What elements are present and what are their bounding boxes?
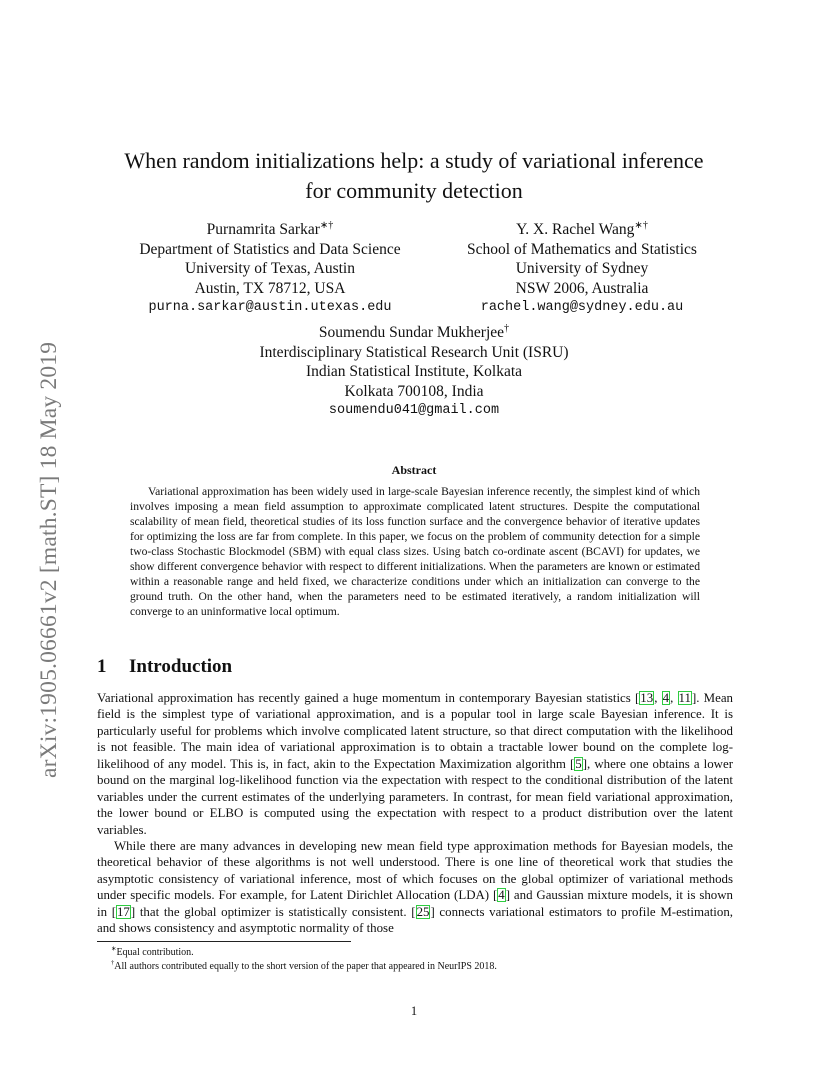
author-name: Purnamrita Sarkar∗† (206, 219, 334, 238)
author-name: Soumendu Sundar Mukherjee† (318, 322, 510, 341)
author-block-1 (100, 220, 440, 318)
citation-link[interactable]: 4 (498, 888, 505, 903)
citation-link[interactable]: 5 (575, 756, 582, 771)
author-address: Kolkata 700108, India (344, 382, 484, 400)
abstract-heading: Abstract (391, 463, 437, 477)
title-line-1: When random initializations help: a study of variational inference (124, 148, 704, 173)
abstract-text: Variational approximation has been widely used in large-scale Bayesian inference recently, the simplest kind of which involves imposing a mean field assumption to approximate complicated latent structures. Despite the computational scalability of mean field, theoretical studies of its loss function surface and the convergence behavior of iterative updates for optimizing the loss are far from complete. In this paper, we focus on the problem of community detection for a simple two-class Stochastic Blockmodel (SBM) with equal class sizes. Using batch co-ordinate ascent (BCAVI) for updates, we show different convergence behavior with respect to different initializations. When the parameters are known or estimated within a reasonable range and held fixed, we characterize conditions under which an initialization can converge to the ground truth. On the other hand, when the parameters need to be estimated iteratively, a random initialization will converge to an uninformative local optimum. (130, 485, 700, 618)
footnote-divider (97, 941, 351, 942)
author-university: University of Sydney (515, 260, 649, 278)
author-name: Y. X. Rachel Wang∗† (516, 219, 648, 238)
section-heading (97, 656, 232, 678)
author-department: Department of Statistics and Data Science (139, 240, 401, 258)
arxiv-identifier-stamp: arXiv:1905.06661v2 [math.ST] 18 May 2019 (36, 341, 62, 778)
author-department: School of Mathematics and Statistics (467, 240, 697, 258)
author-address: NSW 2006, Australia (515, 279, 649, 297)
section-number: 1 (97, 656, 107, 677)
author-block-3 (220, 323, 608, 421)
citation-link[interactable]: 13 (640, 691, 654, 705)
author-address: Austin, TX 78712, USA (194, 279, 346, 297)
footnote-equal-contribution: ∗Equal contribution. (111, 945, 194, 958)
section-title: Introduction (129, 656, 233, 677)
citation-link[interactable]: 17 (116, 904, 130, 919)
intro-paragraph-2: While there are many advances in developing new mean field type approximation methods for Bayesian models, the theoretical behavior of these algorithms is not well understood. There is one line of theoretical work that studies the asymptotic consistency of variational inference, most of which focuses on the global optimizer of variational methods under specific models. For example, for Latent Dirichlet Allocation (LDA) [4] and Gaussian mixture models, it is shown in [17] that the global optimizer is statistically consistent. [25] connects variational estimators to profile M-estimation, and shows consistency and asymptotic normality of those (97, 839, 733, 936)
author-block-2 (432, 220, 732, 318)
author-email: purna.sarkar@austin.utexas.edu (148, 300, 392, 316)
author-university: University of Texas, Austin (185, 260, 355, 278)
author-email: soumendu041@gmail.com (328, 403, 500, 419)
author-email: rachel.wang@sydney.edu.au (480, 300, 684, 316)
author-department: Interdisciplinary Statistical Research Unit (ISRU) (259, 343, 569, 361)
citation-link[interactable]: 25 (416, 904, 430, 919)
intro-paragraph-1: Variational approximation has recently gained a huge momentum in contemporary Bayesian statistics [13, 4, 11]. Mean field is the simplest type of variational approximation, and is a popular tool in large scale Bayesian inference. It is particularly useful for problems which involve complicated latent structure, so that direct computation with the likelihood is not feasible. The main idea of variational approximation is to obtain a tractable lower bound on the complete log-likelihood of any model. This is, in fact, akin to the Expectation Maximization algorithm [5], where one obtains a lower bound on the marginal log-likelihood function via the expectation with respect to the conditional distribution of the latent variables under the current estimates of the underlying parameters. In contrast, for mean field variational approximation, the lower bound or ELBO is computed using the expectation with respect to a product distribution over the latent variables. (97, 691, 734, 837)
author-university: Indian Statistical Institute, Kolkata (305, 363, 523, 381)
citation-link[interactable]: 4 (662, 691, 670, 705)
paper-title (70, 146, 758, 206)
page-number: 1 (410, 1004, 418, 1018)
title-line-2: for community detection (305, 178, 523, 203)
footnotes (97, 946, 733, 973)
footnote-short-version: †All authors contributed equally to the short version of the paper that appeared in NeurIPS 2018. (111, 959, 497, 972)
citation-link[interactable]: 11 (678, 691, 691, 705)
